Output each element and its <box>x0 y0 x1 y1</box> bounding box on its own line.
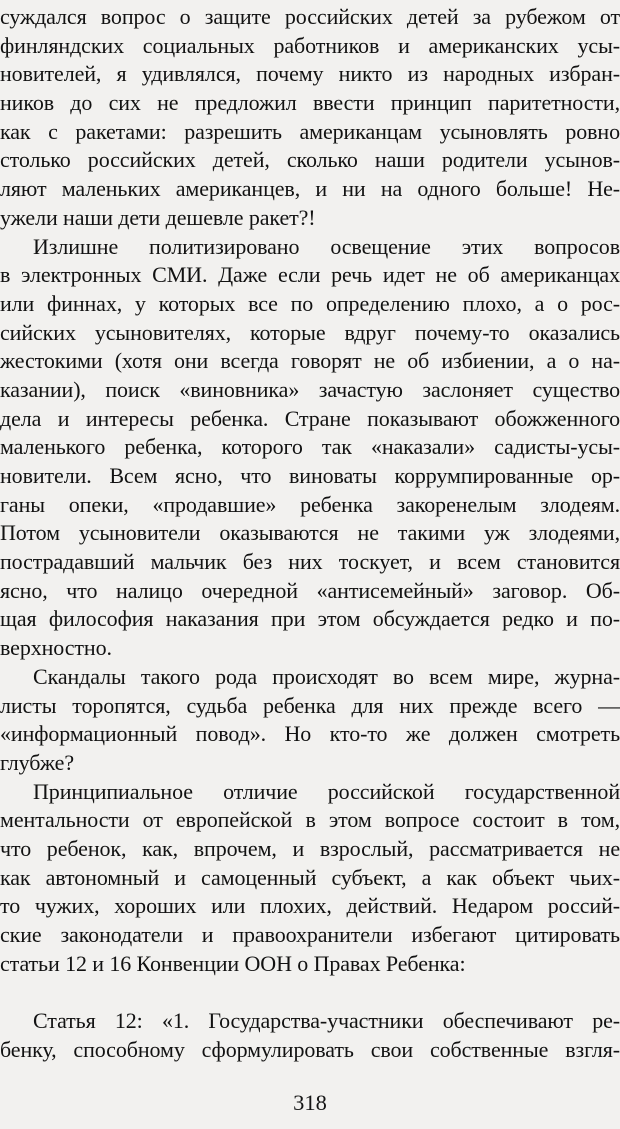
text-line: ясно, что налицо очередной «антисемейный» заговор. Об- <box>0 577 620 603</box>
text-line: в электронных СМИ. Даже если речь идет не об американцах <box>0 262 620 288</box>
text-line: глубже? <box>0 749 74 775</box>
text-line: суждался вопрос о защите российских детей за рубежом от <box>0 4 620 29</box>
text-line: что ребенок, как, впрочем, и взрослый, рассматривается не <box>0 835 620 861</box>
text-line: ужели наши дети дешевле ракет?! <box>0 204 316 230</box>
text-line: ляют маленьких американцев, и ни на одного больше! Не- <box>0 176 620 202</box>
text-line: как автономный и самоценный субъект, а как объект чьих- <box>0 864 620 890</box>
page-text <box>0 3 620 1065</box>
text-line: Принципиальное отличие российской государственной <box>33 778 620 804</box>
text-line: то чужих, хороших или плохих, действий. Недаром россий- <box>0 893 620 919</box>
text-line: ников до сих не предложил ввести принцип паритетности, <box>0 90 620 116</box>
paragraph <box>0 233 620 663</box>
text-line: жестокими (хотя они всегда говорят не об избиении, а о на- <box>0 348 620 374</box>
text-line: Скандалы такого рода происходят во всем мире, журна- <box>33 663 620 689</box>
text-line: пострадавший мальчик без них тоскует, и всем становится <box>0 549 620 575</box>
paragraph <box>0 663 620 778</box>
text-line: дела и интересы ребенка. Стране показывают обожженного <box>0 405 620 431</box>
text-line: «информационный повод». Но кто-то же должен смотреть <box>0 721 620 747</box>
text-line: новителей, я удивлялся, почему никто из народных избран- <box>0 61 620 87</box>
text-line: Излишне политизировано освещение этих вопросов <box>33 233 620 259</box>
paragraph <box>0 3 620 233</box>
text-line: или финнах, у которых все по определению плохо, а о рос- <box>0 290 620 316</box>
text-line: верхностно. <box>0 635 112 661</box>
text-line: Статья 12: «1. Государства-участники обеспечивают ре- <box>33 1008 620 1034</box>
text-line: бенку, способному сформулировать свои собственные взгля- <box>0 1037 620 1063</box>
paragraph <box>0 1007 620 1064</box>
text-line: ганы опеки, «продавшие» ребенка закоренелым злодеям. <box>0 491 620 517</box>
text-line: ментальности от европейской в этом вопросе состоит в том, <box>0 807 620 833</box>
text-line: финляндских социальных работников и американских усы- <box>0 32 620 58</box>
text-line: листы торопятся, судьба ребенка для них прежде всего — <box>0 692 620 718</box>
text-line: маленького ребенка, которого так «наказали» садисты-усы- <box>0 434 620 460</box>
text-line: казании), поиск «виновника» зачастую заслоняет существо <box>0 376 620 402</box>
text-line: сийских усыновителях, которые вдруг почему-то оказались <box>0 319 620 345</box>
text-line: новители. Всем ясно, что виноваты коррумпированные ор- <box>0 463 620 488</box>
text-line: Потом усыновители оказываются не такими уж злодеями, <box>0 520 620 546</box>
text-line: ские законодатели и правоохранители избегают цитировать <box>0 922 620 947</box>
text-line: как с ракетами: разрешить американцам усыновлять ровно <box>0 118 620 144</box>
text-line: статьи 12 и 16 Конвенции ООН о Правах Ребенка: <box>0 950 466 976</box>
page-number: 318 <box>293 1090 327 1115</box>
paragraph <box>0 778 620 979</box>
text-line: столько российских детей, сколько наши родители усынов- <box>0 147 620 173</box>
text-line: щая философия наказания при этом обсуждается редко и по- <box>0 606 620 632</box>
